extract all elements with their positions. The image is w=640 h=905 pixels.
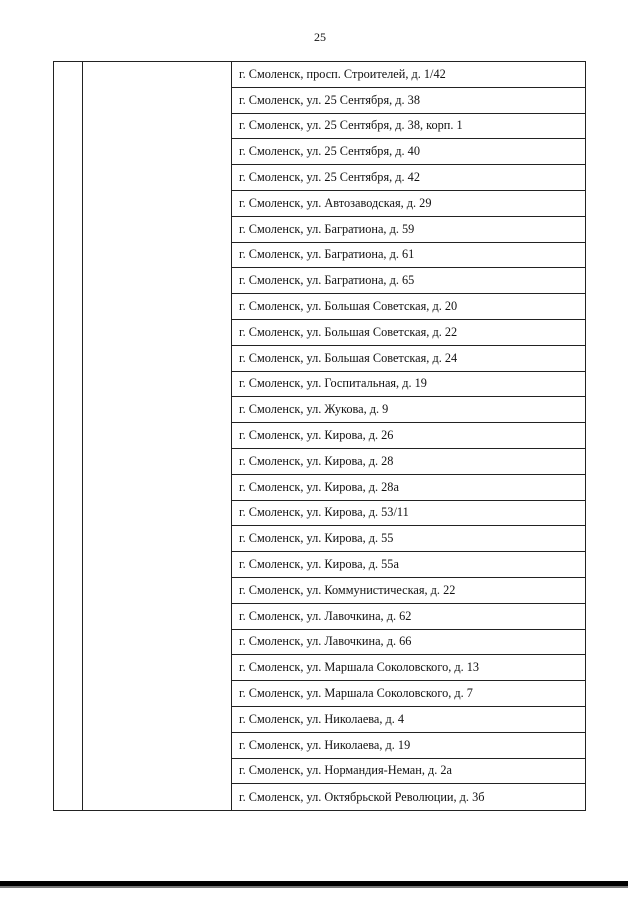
table-row (232, 423, 585, 449)
table-row (232, 217, 585, 243)
scan-edge-shadow (0, 886, 628, 888)
table-row (232, 604, 585, 630)
address-cell: г. Смоленск, ул. Жукова, д. 9 (239, 402, 389, 417)
table-row (232, 707, 585, 733)
table-row (232, 268, 585, 294)
address-cell: г. Смоленск, ул. Кирова, д. 55 (239, 531, 394, 546)
address-cell: г. Смоленск, просп. Строителей, д. 1/42 (239, 66, 446, 81)
table-row (232, 449, 585, 475)
table-row (232, 165, 585, 191)
table-row (232, 294, 585, 320)
table-row (232, 346, 585, 372)
address-cell: г. Смоленск, ул. Багратиона, д. 59 (239, 221, 415, 236)
address-cell: г. Смоленск, ул. Маршала Соколовского, д. 13 (239, 660, 480, 675)
address-cell: г. Смоленск, ул. Николаева, д. 19 (239, 737, 411, 752)
table-row (232, 578, 585, 604)
address-cell: г. Смоленск, ул. 25 Сентября, д. 38 (239, 92, 420, 107)
address-cell: г. Смоленск, ул. Лавочкина, д. 62 (239, 608, 412, 623)
address-cell: г. Смоленск, ул. Большая Советская, д. 22 (239, 324, 458, 339)
address-cell: г. Смоленск, ул. Лавочкина, д. 66 (239, 634, 412, 649)
address-cell: г. Смоленск, ул. Маршала Соколовского, д. 7 (239, 686, 473, 701)
address-cell: г. Смоленск, ул. Автозаводская, д. 29 (239, 195, 432, 210)
address-cell: г. Смоленск, ул. Большая Советская, д. 24 (239, 350, 458, 365)
address-cell: г. Смоленск, ул. Николаева, д. 4 (239, 711, 405, 726)
address-cell: г. Смоленск, ул. Кирова, д. 28а (239, 479, 399, 494)
address-table (53, 61, 586, 811)
table-row (232, 139, 585, 165)
table-row (232, 759, 585, 785)
address-cell: г. Смоленск, ул. 25 Сентября, д. 38, корп. 1 (239, 118, 463, 133)
address-cell: г. Смоленск, ул. Госпитальная, д. 19 (239, 376, 427, 391)
table-row (232, 784, 585, 810)
table-column-divider (231, 62, 232, 810)
address-cell: г. Смоленск, ул. Багратиона, д. 61 (239, 247, 415, 262)
address-cell: г. Смоленск, ул. Коммунистическая, д. 22 (239, 582, 456, 597)
address-cell: г. Смоленск, ул. Кирова, д. 53/11 (239, 505, 409, 520)
address-column (232, 62, 585, 810)
table-row (232, 501, 585, 527)
table-column-divider (82, 62, 83, 810)
table-row (232, 243, 585, 269)
address-cell: г. Смоленск, ул. Кирова, д. 55а (239, 557, 399, 572)
table-row (232, 88, 585, 114)
address-cell: г. Смоленск, ул. Нормандия-Неман, д. 2а (239, 763, 452, 778)
table-row (232, 62, 585, 88)
page-number: 25 (314, 30, 326, 44)
address-cell: г. Смоленск, ул. 25 Сентября, д. 42 (239, 170, 420, 185)
table-row (232, 630, 585, 656)
address-cell: г. Смоленск, ул. Кирова, д. 26 (239, 428, 394, 443)
address-cell: г. Смоленск, ул. Октябрьской Революции, д. 3б (239, 789, 485, 804)
table-row (232, 526, 585, 552)
address-cell: г. Смоленск, ул. Кирова, д. 28 (239, 453, 394, 468)
table-row (232, 655, 585, 681)
table-row (232, 320, 585, 346)
table-row (232, 114, 585, 140)
address-cell: г. Смоленск, ул. 25 Сентября, д. 40 (239, 144, 420, 159)
table-row (232, 372, 585, 398)
table-row (232, 733, 585, 759)
address-cell: г. Смоленск, ул. Багратиона, д. 65 (239, 273, 415, 288)
table-row (232, 475, 585, 501)
address-cell: г. Смоленск, ул. Большая Советская, д. 20 (239, 299, 458, 314)
table-row (232, 681, 585, 707)
table-row (232, 397, 585, 423)
table-row (232, 552, 585, 578)
table-row (232, 191, 585, 217)
